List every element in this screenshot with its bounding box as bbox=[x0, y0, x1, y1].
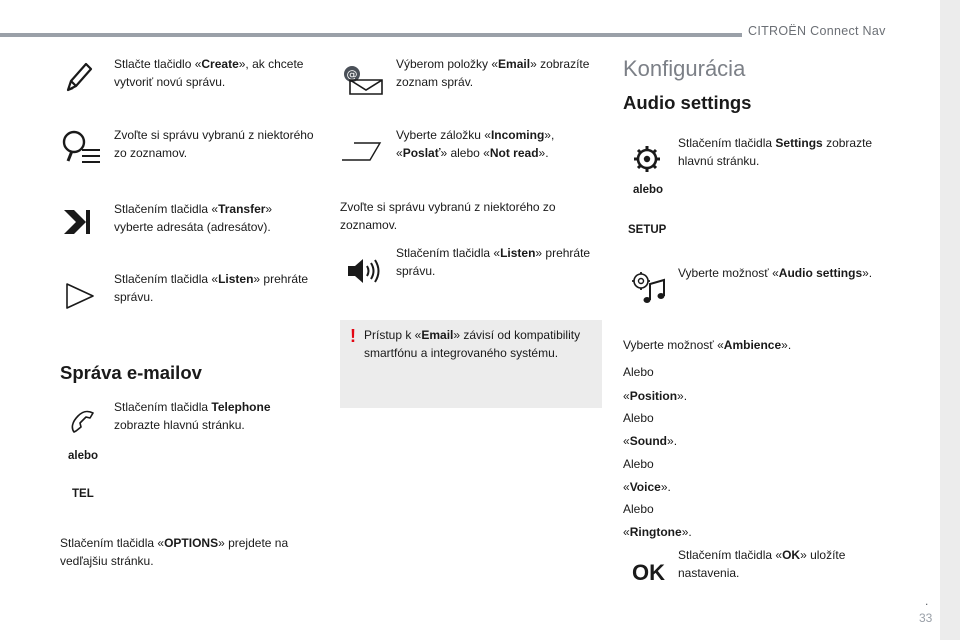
phone-icon bbox=[70, 410, 96, 434]
search-list-icon bbox=[60, 128, 102, 168]
settings-gear-icon bbox=[632, 144, 662, 174]
choose-message-paragraph: Zvoľte si správu vybranú z niektorého zo zoznamov. bbox=[340, 200, 556, 232]
voice-option: «Voice». bbox=[623, 480, 671, 494]
email-icon bbox=[342, 64, 384, 96]
note-text: Prístup k «Email» závisí od kompatibility smartfónu a integrovaného systému. bbox=[364, 328, 581, 360]
play-icon bbox=[65, 282, 95, 310]
audio-settings-instruction: Vyberte možnosť «Audio settings». bbox=[678, 266, 873, 280]
transfer-instruction: Stlačením tlačidla «Transfer» vyberte adresáta (adresátov). bbox=[114, 202, 273, 234]
options-instruction: Stlačením tlačidla «OPTIONS» prejdete na vedľajšiu stránku. bbox=[60, 536, 289, 568]
listen-instruction-2: Stlačením tlačidla «Listen» prehráte správu. bbox=[396, 246, 591, 278]
pencil-icon bbox=[64, 60, 94, 94]
alebo-label: alebo bbox=[68, 450, 99, 462]
konfiguracia-title: Konfigurácia bbox=[623, 56, 746, 81]
settings-instruction: Stlačením tlačidla Settings zobrazte hlavnú stránku. bbox=[678, 136, 873, 168]
position-option: «Position». bbox=[623, 389, 688, 403]
sound-option: «Sound». bbox=[623, 434, 678, 448]
warning-exclamation-icon: ! bbox=[350, 326, 356, 346]
create-instruction: Stlačte tlačidlo «Create», ak chcete vytvoriť novú správu. bbox=[114, 57, 304, 89]
page-dot: . bbox=[925, 594, 929, 608]
incoming-instruction: Vyberte záložku «Incoming», «Poslať» alebo «Not read». bbox=[396, 128, 555, 160]
speaker-icon bbox=[346, 256, 382, 286]
ambience-option: Vyberte možnosť «Ambience». bbox=[623, 338, 792, 352]
telephone-instruction: Stlačením tlačidla Telephone zobrazte hlavnú stránku. bbox=[114, 400, 271, 432]
listen-instruction: Stlačením tlačidla «Listen» prehráte správu. bbox=[114, 272, 309, 304]
ringtone-option: «Ringtone». bbox=[623, 525, 692, 539]
audio-settings-heading: Audio settings bbox=[623, 92, 752, 113]
tel-button-label: TEL bbox=[72, 488, 94, 500]
alebo-1: Alebo bbox=[623, 365, 654, 379]
setup-button-label: SETUP bbox=[628, 224, 667, 236]
svg-text:@: @ bbox=[346, 68, 358, 81]
email-section-heading: Správa e-mailov bbox=[60, 362, 202, 383]
audio-settings-icon bbox=[630, 270, 668, 306]
side-margin-strip bbox=[940, 0, 960, 640]
alebo-3: Alebo bbox=[623, 457, 654, 471]
tab-icon bbox=[340, 140, 386, 162]
ok-button-label: OK bbox=[632, 560, 665, 585]
ok-instruction: Stlačením tlačidla «OK» uložíte nastavenia. bbox=[678, 548, 846, 580]
alebo-label-2: alebo bbox=[633, 184, 664, 196]
transfer-icon bbox=[62, 206, 92, 238]
email-instruction: Výberom položky «Email» zobrazíte zoznam správ. bbox=[396, 57, 590, 89]
page-header-title: CITROËN Connect Nav bbox=[748, 24, 886, 38]
alebo-2: Alebo bbox=[623, 411, 654, 425]
alebo-4: Alebo bbox=[623, 502, 654, 516]
choose-message-instruction: Zvoľte si správu vybranú z niektorého zo zoznamov. bbox=[114, 128, 314, 160]
page-number: 33 bbox=[919, 611, 933, 625]
header-rule bbox=[0, 33, 742, 37]
